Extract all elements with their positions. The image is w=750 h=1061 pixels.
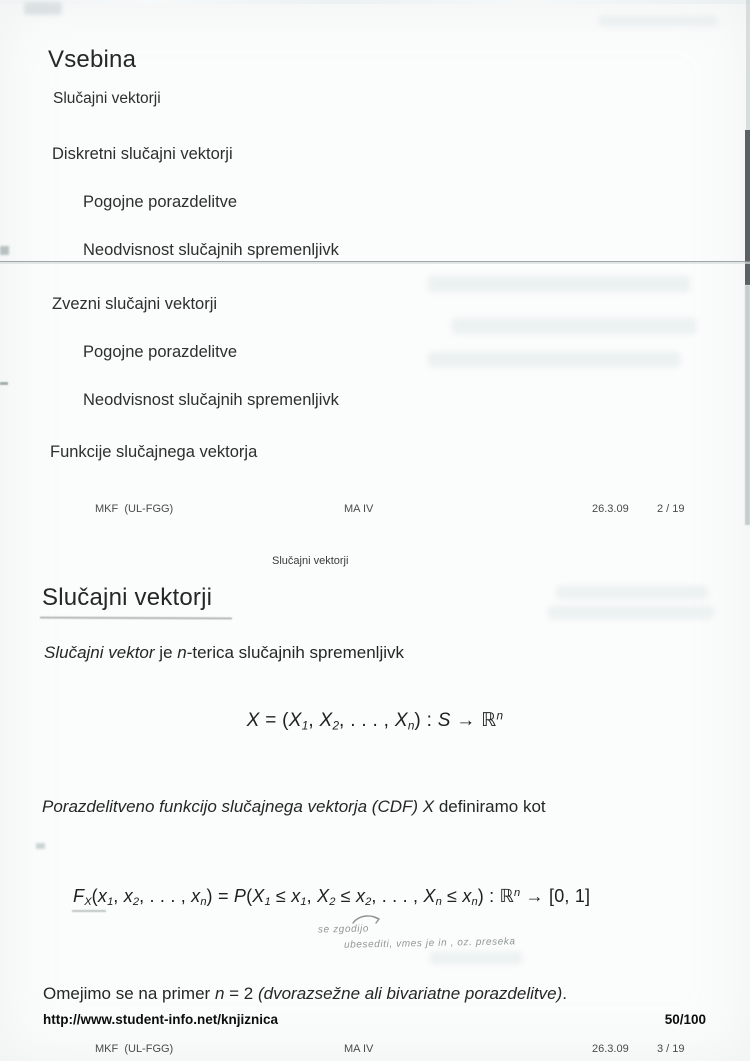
slide1-footer [0, 503, 750, 517]
intro-line: Slučajni vektor je n-terica slučajnih spremenljivk [44, 643, 405, 662]
toc-item-diskretni-slucajni-vektorji: Diskretni slučajni vektorji [52, 145, 233, 163]
footer-date: 26.3.09 [592, 1043, 629, 1055]
toc-item-zvezni-slucajni-vektorji: Zvezni slučajni vektorji [52, 295, 218, 313]
scan-smudge-left [0, 246, 9, 255]
bleed-through-artifact [428, 276, 690, 292]
bleed-through-artifact [548, 606, 714, 619]
slide-title-slucajni-vektorji: Slučajni vektorji [42, 584, 213, 611]
pencil-underline-fx [72, 910, 106, 912]
toc-item-slucajni-vektorji: Slučajni vektorji [53, 90, 161, 107]
bleed-through-artifact [556, 586, 708, 599]
library-score: 50/100 [664, 1012, 706, 1027]
formula-random-vector: X = (X1, X2, . . . , Xn) : S → ℝ$^n$ [246, 709, 504, 733]
pencil-mark [36, 843, 45, 849]
closing-line: Omejimo se na primer n = 2 (dvorazsežne ali bivariatne porazdelitve). [43, 984, 567, 1003]
footer-author: MKF (UL-FGG) [95, 1043, 174, 1055]
footer-date: 26.3.09 [592, 503, 629, 515]
library-url: http://www.student-info.net/knjiznica [43, 1012, 278, 1027]
scan-smudge-left [0, 382, 8, 385]
scan-edge-artifact-right [746, 0, 750, 130]
footer-course: MA IV [344, 503, 374, 515]
slide-title-vsebina: Vsebina [48, 46, 137, 73]
cdf-definition-line: Porazdelitveno funkcijo slučajnega vektorja (CDF) X definiramo kot [42, 797, 546, 816]
toc-item-pogojne-porazdelitve-1: Pogojne porazdelitve [83, 193, 238, 211]
scan-smudge-topleft [24, 2, 62, 15]
footer-page-number: 2 / 19 [657, 503, 685, 515]
formula-cdf: FX(x1, x2, . . . , xn) = P(X1 ≤ x1, X2 ≤ x2, . . . , Xn ≤ xn) : ℝ$^n$ → [0, 1] [73, 886, 591, 909]
bleed-through-artifact [430, 952, 522, 964]
bleed-through-artifact [452, 318, 696, 334]
handwritten-note-line2: ubesediti, vmes je in , oz. preseka [343, 936, 516, 951]
scan-fold-line-shadow [0, 262, 750, 264]
footer-page-number: 3 / 19 [657, 1043, 685, 1055]
toc-item-neodvisnost-2: Neodvisnost slučajnih spremenljivk [83, 391, 339, 409]
bleed-through-artifact [428, 352, 680, 367]
toc-item-pogojne-porazdelitve-2: Pogojne porazdelitve [83, 343, 238, 361]
running-header: Slučajni vektorji [272, 555, 349, 567]
toc-item-funkcije-slucajnega-vektorja: Funkcije slučajnega vektorja [50, 443, 258, 461]
pencil-underline [40, 617, 232, 620]
bleed-through-artifact [598, 16, 718, 26]
footer-course: MA IV [344, 1043, 374, 1055]
scan-edge-artifact-top [0, 0, 750, 4]
footer-author: MKF (UL-FGG) [95, 503, 174, 515]
handwritten-note-line1: se zgodijo [317, 923, 370, 936]
scan-edge-artifact-right [745, 285, 750, 525]
slide2-footer [0, 1043, 750, 1057]
toc-item-neodvisnost-1: Neodvisnost slučajnih spremenljivk [83, 241, 339, 259]
